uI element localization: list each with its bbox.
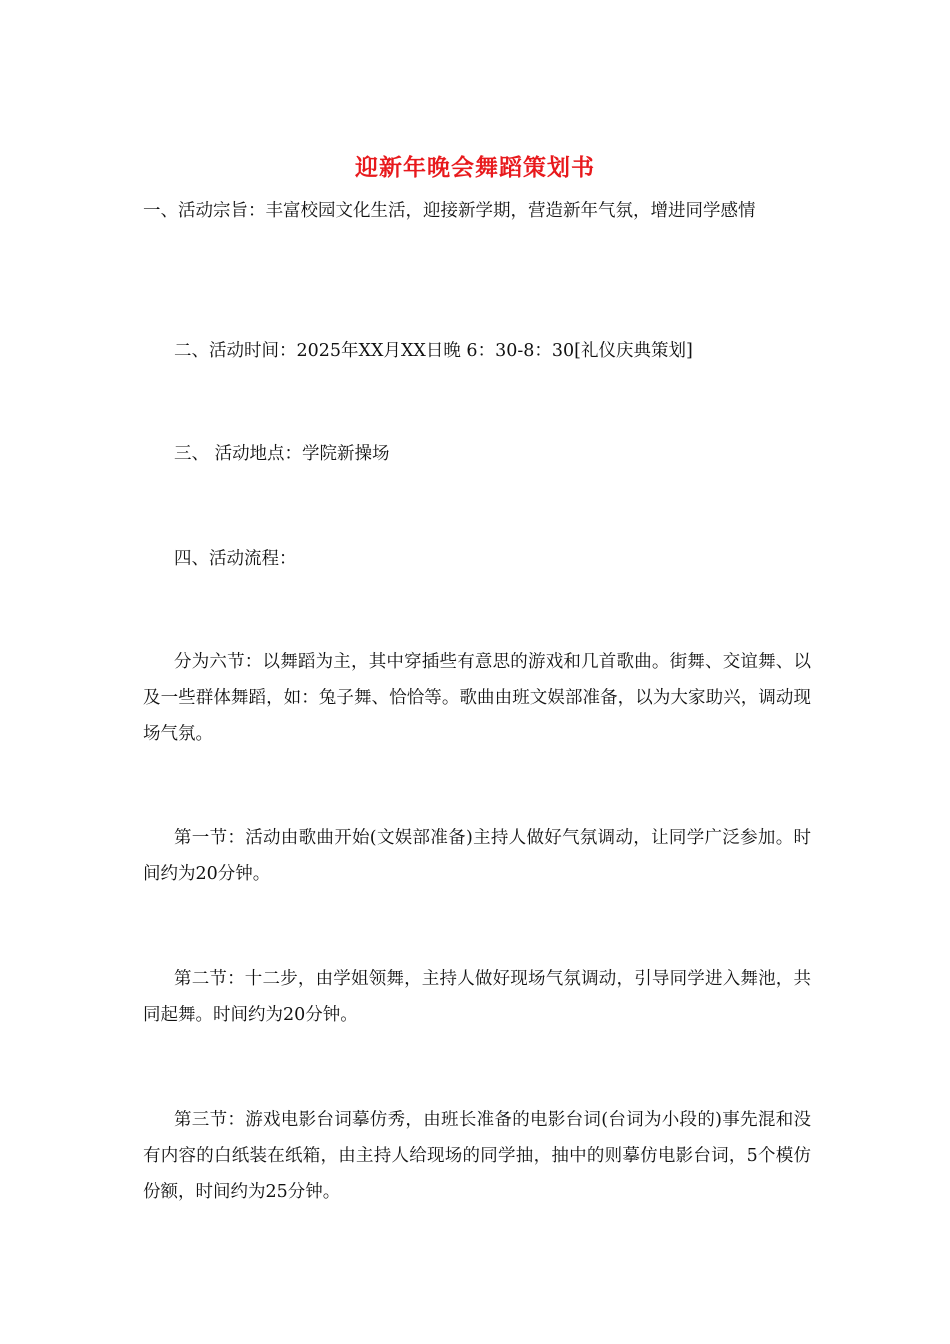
document-title: 迎新年晚会舞蹈策划书 [355,154,595,181]
paragraph-purpose: 一、活动宗旨：丰富校园文化生活，迎接新学期，营造新年气氛，增进同学感情 [143,201,756,221]
paragraph-overview: 分为六节：以舞蹈为主，其中穿插些有意思的游戏和几首歌曲。街舞、交谊舞、以及一些群体舞蹈，如：兔子舞、恰恰等。歌曲由班文娱部准备，以为大家助兴，调动现场气氛。 [143,652,811,744]
paragraph-process-heading: 四、活动流程： [174,549,297,569]
paragraph-section-2: 第二节：十二步，由学姐领舞，主持人做好现场气氛调动，引导同学进入舞池，共同起舞。时间约为20分钟。 [143,969,811,1025]
paragraph-section-1: 第一节：活动由歌曲开始(文娱部准备)主持人做好气氛调动，让同学广泛参加。时间约为20分钟。 [143,828,811,884]
paragraph-section-3: 第三节：游戏电影台词摹仿秀，由班长准备的电影台词(台词为小段的)事先混和没有内容的白纸装在纸箱，由主持人给现场的同学抽，抽中的则摹仿电影台词，5个模仿份额，时间约为25分钟。 [143,1110,811,1202]
paragraph-time: 二、活动时间：2025年XX月XX日晚 6：30-8：30[礼仪庆典策划] [174,341,693,361]
paragraph-location: 三、 活动地点：学院新操场 [174,444,390,464]
